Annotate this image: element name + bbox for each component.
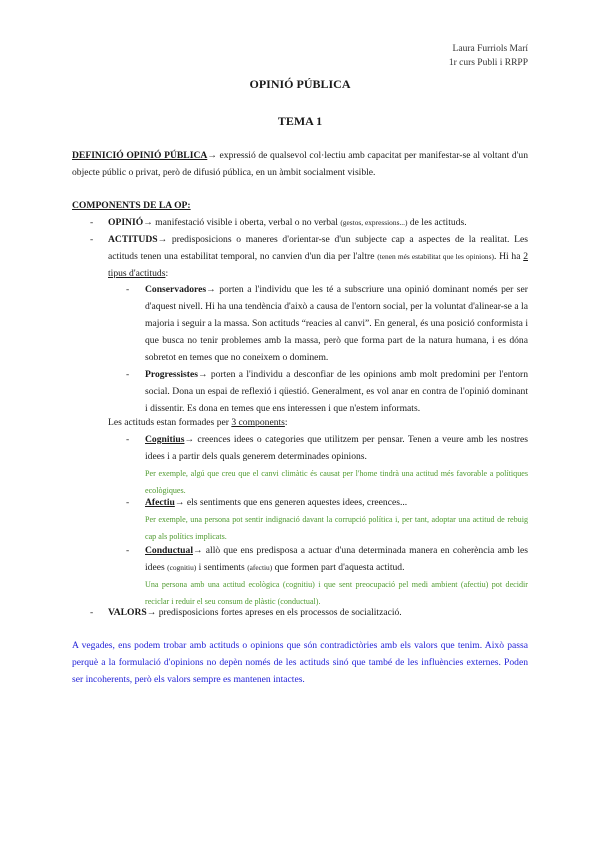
- author-name: Laura Furriols Marí: [452, 44, 528, 54]
- valors-text: → predisposicions fortes apreses en els processos de socialització.: [146, 607, 402, 618]
- sub-bullet-dash: -: [126, 369, 130, 380]
- page-title: OPINIÓ PÚBLICA: [249, 77, 351, 91]
- cognitius-example: Per exemple, algú que creu que el canvi climàtic és causat per l'home tindrà una actitud més favorable a polítiques ecològiques.: [145, 469, 528, 495]
- closing-paragraph: A vegades, ens podem trobar amb actituds o opinions que són contradictòries amb els valors que tenim. Això passa perquè a la formulació d'opinions no depèn només de les actituds sinó que també de les influències externes. Poden ser incoherents, però els valors sempre es mantenen intactes.: [72, 640, 528, 685]
- components-intro: [108, 414, 528, 431]
- formed-text: Les actituds estan formades per: [108, 417, 232, 428]
- definition-text: expressió de qualsevol col·lectiu amb capacitat per manifestar-se al voltant d'un objecte públic o privat, però de difusió pública, en un àmbit socialment visible.: [72, 150, 528, 178]
- actituds-note: (tenen més estabilitat que les opinions): [377, 252, 494, 261]
- list-item-afectiu: [145, 494, 528, 545]
- sub-bullet-dash: -: [126, 434, 130, 445]
- formed-components-link: 3 components: [231, 417, 285, 428]
- course-name: 1r curs Publi i RRPP: [448, 58, 528, 68]
- actituds-term: ACTITUDS: [108, 234, 158, 245]
- definition-term: DEFINICIÓ OPINIÓ PÚBLICA: [72, 150, 208, 161]
- bullet-dash: -: [90, 607, 94, 618]
- opinio-text-end: de les actituds.: [407, 217, 467, 228]
- conductual-term: Conductual: [145, 545, 193, 556]
- conservadores-text: → porten a l'individu que les té a subscriure una opinió dominant només per ser d'aquest nivell. Hi ha una tendència d'això a causa de l'entorn social, per la voluntat d'alinear-se a la majoria i seguir a la massa. Son actituds “reacies al canvi”. En general, és una posició conformista i que busca no tenir problemes amb la massa, però que forma part de la natura humana, i es dóna sobretot en temes que no coneixem o dominem.: [145, 284, 528, 363]
- opinio-text: → manifestació visible i oberta, verbal o no verbal: [143, 217, 341, 228]
- list-item-opinio: [108, 214, 528, 231]
- list-item-conservadores: [145, 281, 528, 366]
- list-item-cognitius: [145, 431, 528, 499]
- conservadores-term: Conservadores: [145, 284, 207, 295]
- formed-text-end: :: [284, 417, 288, 428]
- cognitius-text: → creences idees o categories que utilitzem per pensar. Tenen a veure amb les nostres idees i a partir dels quals generem determinades opinions.: [145, 434, 528, 462]
- list-item-valors: [108, 604, 528, 621]
- actituds-text-mid: . Hi ha: [493, 251, 524, 262]
- list-item-actituds: [108, 231, 528, 282]
- conductual-text: → allò que ens predisposa a actuar d'una determinada manera en coherència amb les idees: [145, 545, 528, 573]
- actituds-text: → predisposicions o maneres d'orientar-se d'un subjecte cap a aspectes de la realitat. Les actituds tenen una estabilitat temporal, no canvien d'un dia per l'altre: [108, 234, 528, 262]
- afectiu-text: → els sentiments que ens generen aquestes idees, creences...: [174, 497, 408, 508]
- conductual-example: Una persona amb una actitud ecològica (cognitiu) i que sent preocupació pel medi ambient (afectiu) pot decidir reciclar i reduir el seu consum de plàstic (conductual).: [145, 580, 528, 606]
- afectiu-term: Afectiu: [145, 497, 175, 508]
- afectiu-example: Per exemple, una persona pot sentir indignació davant la corrupció política i, per tant, adoptar una actitud de rebuig cap als polítics implicats.: [145, 515, 528, 541]
- conductual-text-mid: i sentiments: [196, 562, 248, 573]
- components-heading: [72, 197, 528, 214]
- sub-bullet-dash: -: [126, 545, 130, 556]
- actituds-text-end: :: [165, 268, 169, 279]
- page-subtitle: TEMA 1: [277, 114, 323, 128]
- list-item-conductual: [145, 542, 528, 610]
- bullet-dash: -: [90, 217, 94, 228]
- definition-paragraph: [72, 147, 528, 181]
- sub-bullet-dash: -: [126, 284, 130, 295]
- cognitius-term: Cognitius: [145, 434, 185, 445]
- opinio-note: (gestos, expressions...): [340, 218, 408, 227]
- actituds-types-link: 2 tipus d'actituds: [108, 251, 528, 279]
- document-header: [449, 42, 528, 70]
- definition-arrow: →: [207, 150, 217, 161]
- list-item-progressistes: [145, 366, 528, 417]
- bullet-dash: -: [90, 234, 94, 245]
- progressistes-text: → porten a l'individu a desconfiar de les opinions amb molt predomini per l'entorn social. Dona un espai de reflexió i qüestió. Generalment, es vol anar en contra de l'opinió dominant i dissentir. Es dona en temes que ens interessen i que n'estem informats.: [145, 369, 528, 414]
- conductual-note-cognitiu: (cognitiu): [167, 563, 197, 572]
- conductual-note-afectiu: (afectiu): [247, 563, 273, 572]
- valors-term: VALORS: [108, 607, 147, 618]
- progressistes-term: Progressistes: [145, 369, 198, 380]
- opinio-term: OPINIÓ: [108, 217, 144, 228]
- components-heading-text: COMPONENTS DE LA OP:: [72, 200, 191, 211]
- conductual-text-end: que formen part d'aquesta actitud.: [272, 562, 405, 573]
- sub-bullet-dash: -: [126, 497, 130, 508]
